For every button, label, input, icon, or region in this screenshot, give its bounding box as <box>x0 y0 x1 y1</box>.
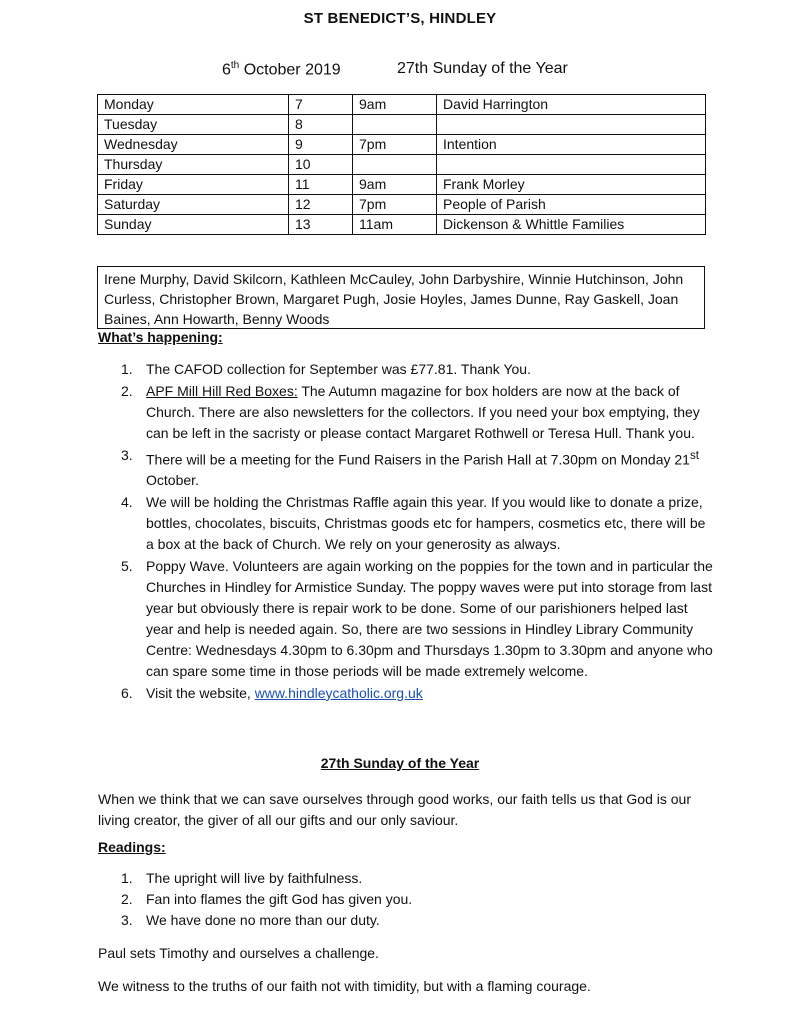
mass-schedule-table <box>97 94 706 235</box>
time-cell: 7pm <box>353 135 437 155</box>
time-cell <box>353 155 437 175</box>
time-cell <box>353 115 437 135</box>
item-number: 6. <box>121 684 133 701</box>
time-cell: 9am <box>353 175 437 195</box>
item-number: 3. <box>121 446 133 463</box>
whats-happening-list <box>121 359 716 704</box>
day-cell: Sunday <box>98 215 289 235</box>
date-cell: 7 <box>289 95 353 115</box>
day-cell: Wednesday <box>98 135 289 155</box>
intention-cell <box>437 155 706 175</box>
item-superscript: st <box>689 448 700 462</box>
date-cell: 9 <box>289 135 353 155</box>
list-item <box>121 492 716 555</box>
time-cell: 7pm <box>353 195 437 215</box>
table-row <box>98 115 706 135</box>
item-text: The upright will live by faithfulness. <box>146 870 363 886</box>
list-item <box>121 910 706 931</box>
date-month-year: October 2019 <box>243 61 341 79</box>
intention-cell: Intention <box>437 135 706 155</box>
intention-cell: Frank Morley <box>437 175 706 195</box>
item-number: 3. <box>121 912 133 928</box>
list-item <box>121 556 716 682</box>
item-number: 2. <box>121 382 133 399</box>
sunday-intro-paragraph: When we think that we can save ourselves through good works, our faith tells us that God is our living creator, the giver of all our gifts and our only saviour. <box>98 791 691 828</box>
item-text: We will be holding the Christmas Raffle again this year. If you would like to donate a prize, bottles, chocolates, biscuits, Christmas goods etc for hampers, cosmetics etc, there will be a box at the back of Church. We rely on your generosity as always. <box>146 494 706 553</box>
item-text: We have done no more than our duty. <box>146 912 380 928</box>
item-text: There will be a meeting for the Fund Raisers in the Parish Hall at 7.30pm on Monday 21 <box>146 451 690 468</box>
intention-cell: David Harrington <box>437 95 706 115</box>
date-cell: 11 <box>289 175 353 195</box>
table-row <box>98 175 706 195</box>
item-text: Visit the website, <box>146 684 255 701</box>
readings-list <box>121 868 706 931</box>
intention-cell <box>437 115 706 135</box>
time-cell: 9am <box>353 95 437 115</box>
item-number: 2. <box>121 891 133 907</box>
table-row <box>98 95 706 115</box>
website-link[interactable]: www.hindleycatholic.org.uk <box>254 684 423 701</box>
prayer-names-box: Irene Murphy, David Skilcorn, Kathleen McCauley, John Darbyshire, Winnie Hutchinson, John Curless, Christopher Brown, Margaret Pugh, Josie Hoyles, James Dunne, Ray Gaskell, Joan Baines, Ann Howarth, Benny Woods <box>97 266 705 329</box>
day-cell: Friday <box>98 175 289 195</box>
table-row <box>98 195 706 215</box>
item-text: The CAFOD collection for September was £77.81. Thank You. <box>146 361 531 377</box>
time-cell: 11am <box>353 215 437 235</box>
item-text: The Autumn magazine for box holders are now at the back of Church. There are also newsletters for the collectors. If you need your box emptying, they can be left in the sacristy or please contact Margaret Rothwell or Teresa Hull. Thank you. <box>146 382 700 441</box>
list-item <box>121 381 716 444</box>
day-cell: Thursday <box>98 155 289 175</box>
list-item <box>121 445 716 492</box>
day-cell: Monday <box>98 95 289 115</box>
table-row <box>98 215 706 235</box>
date-cell: 10 <box>289 155 353 175</box>
whats-happening-heading: What’s happening: <box>98 329 223 345</box>
liturgical-sunday: 27th Sunday of the Year <box>397 60 568 77</box>
item-number: 1. <box>121 870 133 886</box>
parish-title: ST BENEDICT’S, HINDLEY <box>303 10 497 27</box>
item-text: Fan into flames the gift God has given you. <box>146 891 413 907</box>
date-cell: 12 <box>289 195 353 215</box>
closing-paragraph-paul: Paul sets Timothy and ourselves a challenge. <box>98 945 379 961</box>
list-item <box>121 889 706 910</box>
item-number: 4. <box>121 494 133 511</box>
day-cell: Saturday <box>98 195 289 215</box>
table-row <box>98 155 706 175</box>
sunday-heading: 27th Sunday of the Year <box>320 755 480 771</box>
list-item <box>121 359 716 380</box>
date-cell: 13 <box>289 215 353 235</box>
date-day: 6 <box>222 61 231 79</box>
date-cell: 8 <box>289 115 353 135</box>
readings-heading: Readings: <box>98 839 166 855</box>
day-cell: Tuesday <box>98 115 289 135</box>
list-item <box>121 683 716 704</box>
date-line <box>222 60 341 79</box>
list-item <box>121 868 706 889</box>
table-row <box>98 135 706 155</box>
intention-cell: People of Parish <box>437 195 706 215</box>
item-number: 5. <box>121 557 133 574</box>
date-day-suffix: th <box>230 60 240 71</box>
item-text-after: October. <box>146 472 199 489</box>
item-text: Poppy Wave. Volunteers are again working on the poppies for the town and in particular the Churches in Hindley for Armistice Sunday. The poppy waves were put into storage from last year but obviously there is repair work to be done. Some of our parishioners helped last year and help is needed again. So, there are two sessions in Hindley Library Community Centre: Wednesdays 4.30pm to 6.30pm and Thursdays 1.30pm to 3.30pm and anyone who can spare some time in those periods will be made extremely welcome. <box>146 557 713 679</box>
closing-paragraph-witness: We witness to the truths of our faith not with timidity, but with a flaming courage. <box>98 978 591 994</box>
item-number: 1. <box>121 361 133 377</box>
item-lead: APF Mill Hill Red Boxes: <box>146 382 298 399</box>
intention-cell: Dickenson & Whittle Families <box>437 215 706 235</box>
